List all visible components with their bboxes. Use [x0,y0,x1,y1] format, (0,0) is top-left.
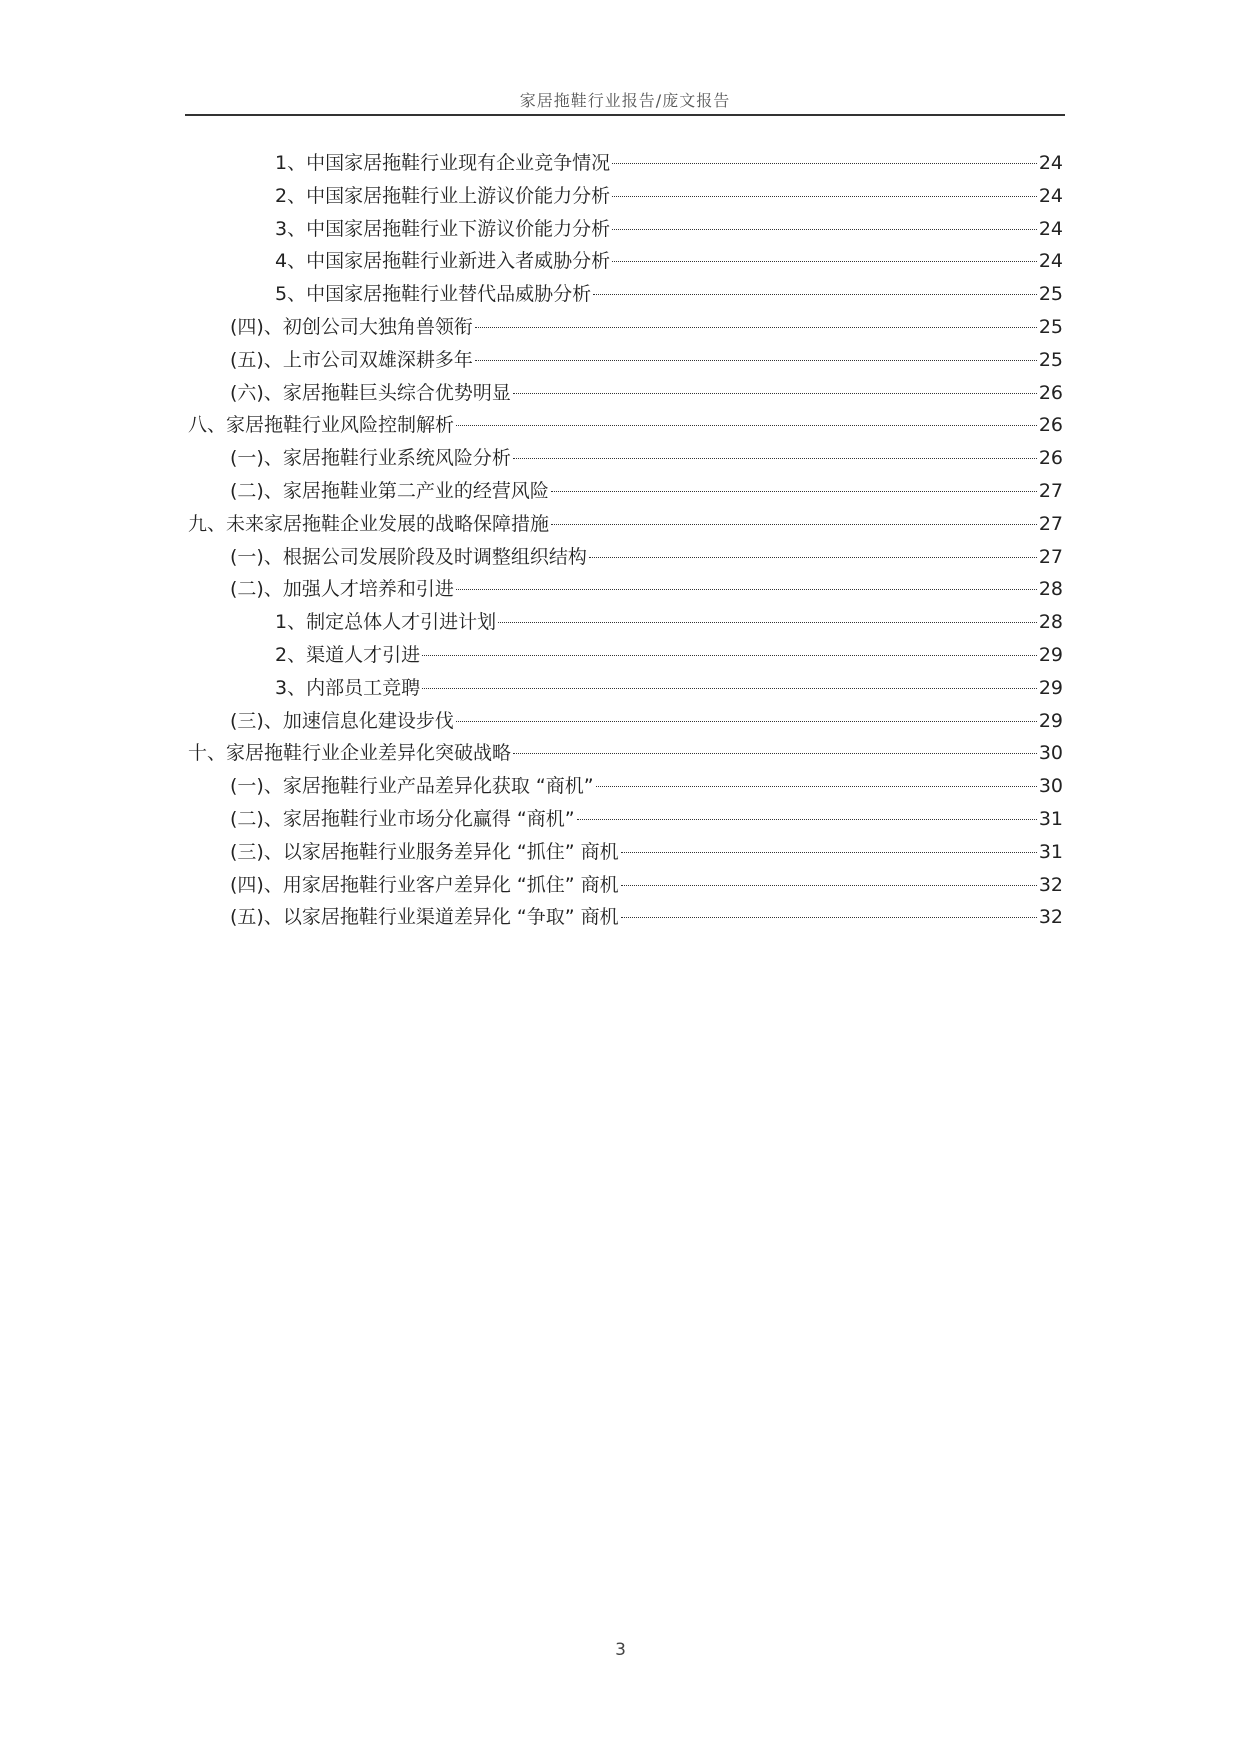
toc-entry-title: 八、家居拖鞋行业风险控制解析 [188,414,455,437]
toc-entry-title: 5、中国家居拖鞋行业替代品威胁分析 [275,283,592,306]
toc-entry[interactable] [188,443,1063,476]
toc-entry-page: 28 [1038,578,1063,601]
toc-entry-title: (五)、上市公司双雄深耕多年 [230,348,473,371]
toc-entry[interactable] [188,279,1063,312]
toc-leader-dots [498,622,1037,623]
toc-leader-dots [577,819,1037,820]
toc-entry[interactable] [188,509,1063,542]
toc-entry-page: 24 [1038,152,1063,174]
toc-entry-title: 4、中国家居拖鞋行业新进入者威胁分析 [275,250,611,273]
toc-entry-page: 24 [1038,217,1063,240]
header-divider [185,114,1065,116]
toc-leader-dots [456,721,1037,722]
toc-entry-title: (一)、家居拖鞋行业产品差异化获取 “商机” [230,775,594,798]
toc-entry-title: (二)、家居拖鞋行业市场分化赢得 “商机” [230,807,575,830]
toc-entry-title: 2、渠道人才引进 [275,643,421,666]
toc-entry-title: (三)、加速信息化建设步伐 [230,709,454,732]
toc-entry-page: 26 [1038,414,1063,437]
toc-entry-page: 28 [1038,611,1063,634]
toc-entry-title: 1、制定总体人才引进计划 [275,611,497,634]
toc-leader-dots [612,196,1037,197]
toc-entry[interactable] [188,542,1063,575]
toc-leader-dots [612,163,1037,164]
toc-entry-page: 27 [1038,512,1063,535]
toc-entry[interactable] [188,410,1063,443]
toc-leader-dots [513,393,1037,394]
toc-entry-title: 3、中国家居拖鞋行业下游议价能力分析 [275,217,611,240]
toc-leader-dots [422,688,1037,689]
toc-leader-dots [621,852,1037,853]
toc-entry[interactable] [188,181,1063,214]
toc-entry-title: (三)、以家居拖鞋行业服务差异化 “抓住” 商机 [230,840,619,863]
toc-entry[interactable] [188,706,1063,739]
toc-entry[interactable] [188,574,1063,607]
toc-leader-dots [596,786,1037,787]
toc-entry[interactable] [188,607,1063,640]
running-header: 家居拖鞋行业报告/庞文报告 [519,91,731,110]
page-number: 3 [615,1640,626,1660]
toc-leader-dots [589,557,1037,558]
toc-leader-dots [612,261,1037,262]
toc-entry-page: 32 [1038,906,1063,929]
toc-entry-title: (六)、家居拖鞋巨头综合优势明显 [230,381,511,404]
toc-entry-page: 29 [1038,676,1063,699]
toc-entry[interactable] [188,312,1063,345]
toc-entry-page: 30 [1038,775,1063,798]
toc-entry-page: 26 [1038,381,1063,404]
toc-entry[interactable] [188,870,1063,903]
toc-entry-page: 29 [1038,709,1063,732]
toc-leader-dots [621,885,1037,886]
toc-entry-title: 十、家居拖鞋行业企业差异化突破战略 [188,742,512,765]
toc-entry-page: 25 [1038,348,1063,371]
toc-entry[interactable] [188,246,1063,279]
toc-entry-page: 32 [1038,873,1063,896]
toc-leader-dots [551,524,1037,525]
toc-entry-title: (五)、以家居拖鞋行业渠道差异化 “争取” 商机 [230,906,619,929]
toc-entry[interactable] [188,378,1063,411]
toc-entry-page: 27 [1038,479,1063,502]
toc-leader-dots [593,294,1037,295]
toc-entry-page: 25 [1038,315,1063,338]
toc-leader-dots [475,360,1037,361]
toc-entry[interactable] [188,345,1063,378]
toc-entry-title: (二)、家居拖鞋业第二产业的经营风险 [230,479,549,502]
toc-entry-title: (二)、加强人才培养和引进 [230,578,454,601]
toc-leader-dots [475,327,1037,328]
table-of-contents [188,148,1063,935]
toc-entry-title: (一)、家居拖鞋行业系统风险分析 [230,447,511,470]
toc-entry-page: 31 [1038,807,1063,830]
toc-entry[interactable] [188,640,1063,673]
toc-entry-page: 31 [1038,840,1063,863]
toc-leader-dots [513,753,1037,754]
toc-entry-title: (四)、用家居拖鞋行业客户差异化 “抓住” 商机 [230,873,619,896]
toc-entry-page: 26 [1038,447,1063,470]
toc-entry-page: 25 [1038,283,1063,306]
toc-leader-dots [422,655,1037,656]
toc-entry[interactable] [188,804,1063,837]
toc-entry-page: 24 [1038,250,1063,273]
toc-entry[interactable] [188,476,1063,509]
toc-leader-dots [456,425,1037,426]
toc-leader-dots [621,917,1037,918]
toc-entry-title: (一)、根据公司发展阶段及时调整组织结构 [230,545,587,568]
toc-entry-title: 九、未来家居拖鞋企业发展的战略保障措施 [188,512,550,535]
toc-leader-dots [612,229,1037,230]
toc-entry-title: (四)、初创公司大独角兽领衔 [230,315,473,338]
toc-entry-page: 29 [1038,643,1063,666]
toc-entry[interactable] [188,148,1063,181]
toc-leader-dots [456,589,1037,590]
toc-entry-title: 3、内部员工竞聘 [275,676,421,699]
toc-entry-page: 24 [1038,184,1063,207]
toc-leader-dots [551,491,1037,492]
toc-entry[interactable] [188,837,1063,870]
toc-entry[interactable] [188,214,1063,247]
toc-entry[interactable] [188,771,1063,804]
toc-entry-title: 2、中国家居拖鞋行业上游议价能力分析 [275,184,611,207]
toc-entry-page: 27 [1038,545,1063,568]
toc-entry[interactable] [188,673,1063,706]
toc-entry[interactable] [188,738,1063,771]
toc-entry-page: 30 [1038,742,1063,765]
toc-leader-dots [513,458,1037,459]
toc-entry-title: 1、中国家居拖鞋行业现有企业竞争情况 [275,152,611,174]
toc-entry[interactable] [188,902,1063,935]
